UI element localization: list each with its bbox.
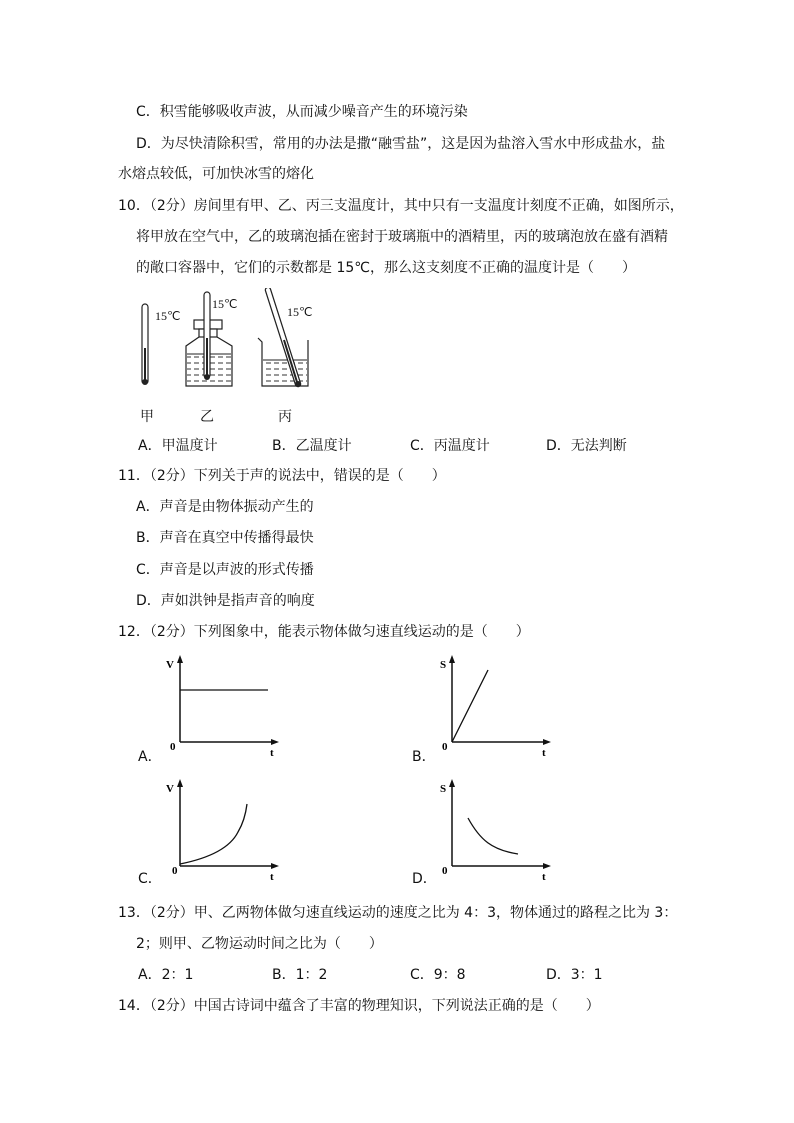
graph-a-y-axis-label: V bbox=[166, 659, 174, 671]
q11-option-b: B．声音在真空中传播得最快 bbox=[136, 530, 314, 546]
q13-stem-line2: 2；则甲、乙物运动时间之比为（ ） bbox=[136, 936, 383, 952]
graph-b-x-axis-label: t bbox=[542, 747, 546, 759]
q13-stem-line1: 13．（2分）甲、乙两物体做匀速直线运动的速度之比为 4：3，物体通过的路程之比为 3： bbox=[118, 905, 678, 921]
q10-stem-line1: 10．（2分）房间里有甲、乙、丙三支温度计，其中只有一支温度计刻度不正确，如图所示， bbox=[118, 198, 684, 214]
q11-option-d: D．声如洪钟是指声音的响度 bbox=[136, 593, 315, 609]
graph-d-origin: 0 bbox=[442, 865, 448, 877]
label-yi: 乙 bbox=[200, 409, 214, 425]
graph-d bbox=[432, 776, 592, 886]
graph-d-x-axis-label: t bbox=[542, 871, 546, 883]
graph-a-x-axis-label: t bbox=[270, 747, 274, 759]
graph-c-origin: 0 bbox=[172, 865, 178, 877]
graph-b bbox=[432, 652, 592, 762]
thermometer-figure bbox=[130, 288, 350, 398]
q13-option-c: C．9：8 bbox=[410, 967, 466, 983]
q13-option-b: B．1：2 bbox=[272, 967, 328, 983]
graph-b-label: B． bbox=[412, 749, 436, 765]
graph-c bbox=[160, 776, 320, 886]
q9-option-c: C．积雪能够吸收声波，从而减少噪音产生的环境污染 bbox=[136, 104, 468, 120]
q11-option-a: A．声音是由物体振动产生的 bbox=[136, 499, 314, 515]
q13-option-d: D．3：1 bbox=[546, 967, 603, 983]
q14-stem: 14．（2分）中国古诗词中蕴含了丰富的物理知识，下列说法正确的是（ ） bbox=[118, 998, 600, 1014]
q9-option-d-line2: 水熔点较低，可加快冰雪的熔化 bbox=[118, 166, 314, 182]
q11-option-c: C．声音是以声波的形式传播 bbox=[136, 562, 314, 578]
label-bing: 丙 bbox=[278, 409, 292, 425]
reading-jia: 15℃ bbox=[155, 309, 181, 323]
graph-d-y-axis-label: S bbox=[440, 783, 447, 795]
graph-c-y-axis-label: V bbox=[166, 783, 174, 795]
graph-a bbox=[160, 652, 320, 762]
reading-yi: 15℃ bbox=[212, 297, 238, 311]
q13-option-a: A．2：1 bbox=[138, 967, 194, 983]
graph-c-label: C． bbox=[138, 871, 162, 887]
graph-b-origin: 0 bbox=[442, 741, 448, 753]
reading-bing: 15℃ bbox=[287, 305, 313, 319]
graph-d-label: D． bbox=[412, 871, 437, 887]
q10-option-a: A．甲温度计 bbox=[138, 438, 218, 454]
graph-a-origin: 0 bbox=[170, 741, 176, 753]
graph-b-y-axis-label: S bbox=[440, 659, 447, 671]
q9-option-d-line1: D．为尽快清除积雪，常用的办法是撒“融雪盐”，这是因为盐溶入雪水中形成盐水，盐 bbox=[136, 136, 666, 152]
q10-stem-line2: 将甲放在空气中，乙的玻璃泡插在密封于玻璃瓶中的酒精里，丙的玻璃泡放在盛有酒精 bbox=[136, 229, 668, 245]
q10-option-b: B．乙温度计 bbox=[272, 438, 352, 454]
thermometer-jia bbox=[142, 304, 148, 385]
graph-a-label: A． bbox=[138, 749, 162, 765]
q11-stem: 11．（2分）下列关于声的说法中，错误的是（ ） bbox=[118, 468, 446, 484]
q12-stem: 12．（2分）下列图象中，能表示物体做匀速直线运动的是（ ） bbox=[118, 624, 530, 640]
q10-stem-line3: 的敞口容器中，它们的示数都是 15℃，那么这支刻度不正确的温度计是（ ） bbox=[136, 260, 636, 276]
q10-option-c: C．丙温度计 bbox=[410, 438, 490, 454]
graph-c-x-axis-label: t bbox=[270, 871, 274, 883]
label-jia: 甲 bbox=[140, 409, 154, 425]
q10-option-d: D．无法判断 bbox=[546, 438, 627, 454]
